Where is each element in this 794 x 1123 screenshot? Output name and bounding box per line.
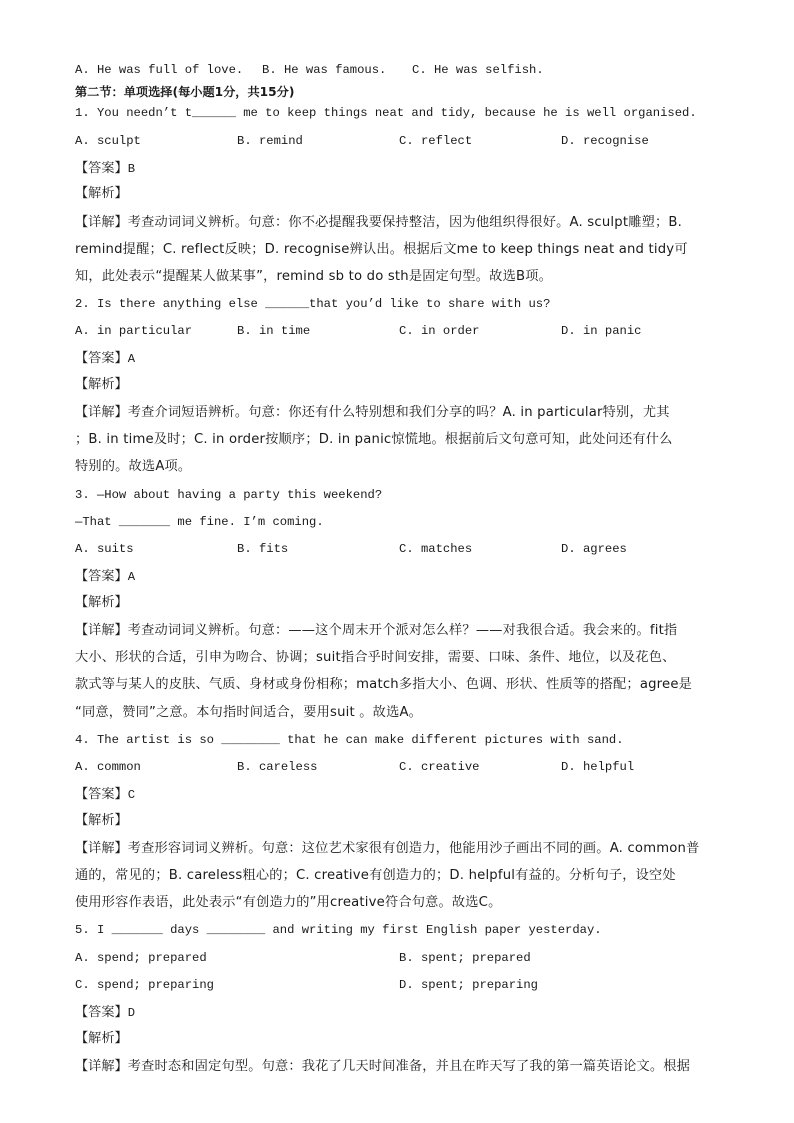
answer-label: 【答案】 <box>75 1005 128 1020</box>
detail-label: 【详解】 <box>75 841 128 856</box>
q2-detail-line <box>75 404 670 421</box>
q1-detail-line: 知，此处表示“提醒某人做某事”，remind sb to do sth是固定句型。故选B项。 <box>75 269 552 284</box>
detail-text: 考查形容词词义辨析。句意：这位艺术家很有创造力，他能用沙子画出不同的画。A. common普 <box>127 841 700 856</box>
q5-option-c: C. spend; preparing <box>75 978 214 992</box>
q3-detail-line: “同意，赞同”之意。本句指时间适合，要用suit 。故选A。 <box>75 705 423 720</box>
q4-option-d: D. helpful <box>561 760 635 774</box>
q4-option-c: C. creative <box>399 760 480 774</box>
prev-option-a: A. He was full of love. <box>75 63 244 77</box>
q4-option-a: A. common <box>75 760 141 774</box>
q4-analysis-label: 【解析】 <box>75 813 128 828</box>
q3-detail-line: 大小、形状的合适，引申为吻合、协调；suit指合乎时间安排，需要、口味、条件、地位，以及花色、 <box>75 650 676 665</box>
q4-stem: 4. The artist is so ________ that he can make different pictures with sand. <box>75 733 624 747</box>
q4-detail-line <box>75 840 700 857</box>
q2-detail-line: ；B. in time及时；C. in order按顺序；D. in panic惊慌地。根据前后文句意可知，此处问还有什么 <box>75 432 673 447</box>
q3-analysis-label: 【解析】 <box>75 595 128 610</box>
q4-detail-line: 使用形容作表语，此处表示“有创造力的”用creative符合句意。故选C。 <box>75 895 502 910</box>
q3-answer <box>75 568 135 585</box>
q1-option-c: C. reflect <box>399 134 473 148</box>
q5-detail-line <box>75 1058 690 1075</box>
detail-text: 考查时态和固定句型。句意：我花了几天时间准备，并且在昨天写了我的第一篇英语论文。根据 <box>127 1059 691 1074</box>
q1-detail-line <box>75 214 682 231</box>
q1-option-d: D. recognise <box>561 134 649 148</box>
q2-answer <box>75 350 135 367</box>
q4-option-b: B. careless <box>237 760 318 774</box>
q2-option-c: C. in order <box>399 324 480 338</box>
answer-value: B <box>127 162 136 176</box>
q3-option-a: A. suits <box>75 542 134 556</box>
q4-detail-line: 通的，常见的；B. careless粗心的；C. creative有创造力的；D. helpful有益的。分析句子，设空处 <box>75 868 676 883</box>
answer-label: 【答案】 <box>75 161 128 176</box>
answer-value: D <box>127 1006 136 1020</box>
q1-stem: 1. You needn’t t______ me to keep things neat and tidy, because he is well organised. <box>75 106 697 120</box>
q2-option-b: B. in time <box>237 324 311 338</box>
q3-option-b: B. fits <box>237 542 289 556</box>
q3-stem-reply: —That _______ me fine. I’m coming. <box>75 515 324 529</box>
section-heading: 第二节：单项选择(每小题1分，共15分) <box>75 85 295 99</box>
answer-label: 【答案】 <box>75 351 128 366</box>
answer-label: 【答案】 <box>75 787 128 802</box>
detail-text: 考查介词短语辨析。句意：你还有什么特别想和我们分享的吗？A. in particular特别，尤其 <box>127 405 670 420</box>
q3-option-d: D. agrees <box>561 542 627 556</box>
answer-label: 【答案】 <box>75 569 128 584</box>
q5-answer <box>75 1004 135 1021</box>
answer-value: C <box>127 788 136 802</box>
q5-stem: 5. I _______ days ________ and writing my first English paper yesterday. <box>75 923 602 937</box>
answer-value: A <box>127 570 136 584</box>
q3-detail-line: 款式等与某人的皮肤、气质、身材或身份相称；match多指大小、色调、形状、性质等的搭配；agree是 <box>75 677 693 692</box>
detail-text: 考查动词词义辨析。句意：——这个周末开个派对怎么样？——对我很合适。我会来的。fit指 <box>127 623 678 638</box>
detail-label: 【详解】 <box>75 405 128 420</box>
prev-option-c: C. He was selfish. <box>412 63 544 77</box>
q5-option-b: B. spent; prepared <box>399 951 531 965</box>
q3-detail-line <box>75 622 677 639</box>
q2-detail-line: 特别的。故选A项。 <box>75 459 192 474</box>
q5-analysis-label: 【解析】 <box>75 1031 128 1046</box>
answer-value: A <box>127 352 136 366</box>
q2-option-a: A. in particular <box>75 324 193 338</box>
q1-analysis-label: 【解析】 <box>75 186 128 201</box>
prev-option-b: B. He was famous. <box>262 63 387 77</box>
detail-label: 【详解】 <box>75 623 128 638</box>
q2-option-d: D. in panic <box>561 324 642 338</box>
q1-answer <box>75 160 135 177</box>
q5-option-d: D. spent; preparing <box>399 978 538 992</box>
detail-label: 【详解】 <box>75 215 128 230</box>
q2-stem: 2. Is there anything else ______that you’d like to share with us? <box>75 297 551 311</box>
q1-option-a: A. sculpt <box>75 134 141 148</box>
q1-detail-line: remind提醒；C. reflect反映；D. recognise辨认出。根据后文me to keep things neat and tidy可 <box>75 242 688 257</box>
q2-analysis-label: 【解析】 <box>75 377 128 392</box>
detail-label: 【详解】 <box>75 1059 128 1074</box>
q1-option-b: B. remind <box>237 134 303 148</box>
detail-text: 考查动词词义辨析。句意：你不必提醒我要保持整洁，因为他组织得很好。A. sculpt雕塑；B. <box>127 215 682 230</box>
q3-stem: 3. —How about having a party this weekend? <box>75 488 383 502</box>
q3-option-c: C. matches <box>399 542 473 556</box>
q4-answer <box>75 786 135 803</box>
q5-option-a: A. spend; prepared <box>75 951 207 965</box>
